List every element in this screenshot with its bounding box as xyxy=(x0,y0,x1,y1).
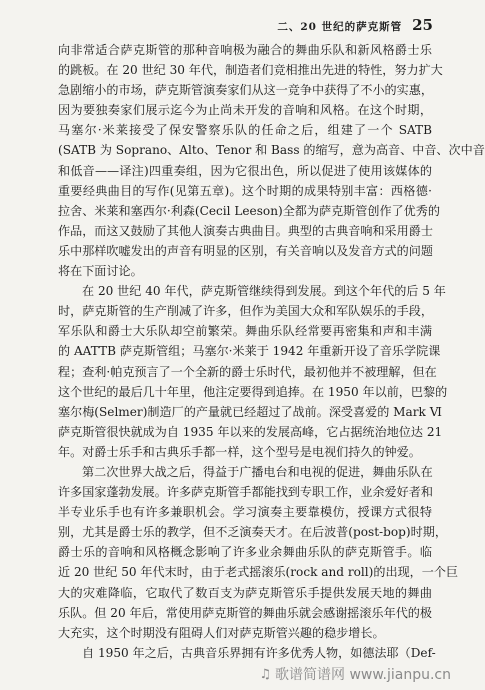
section-title: 二、20 世纪的萨克斯管 xyxy=(277,21,403,33)
text-line: 的跳板。在 20 世纪 30 年代，制造者们竞相推出先进的特性，努力扩大 xyxy=(58,63,443,78)
text-line: 别，尤其是爵士乐的教学，但不乏演奏天才。在后波普(post-bop)时期， xyxy=(58,525,447,540)
watermark-text: 歌谱简谱网 www.jianpu.cn xyxy=(275,667,451,683)
text-line: 萨克斯管很快就成为自 1935 年以来的发展高峰，它占据统治地位达 21 xyxy=(58,424,443,439)
text-line: 近 20 世纪 50 年代末时，由于老式摇滚乐(rock and roll)的出现，一个巨 xyxy=(58,565,459,580)
text-line: 年。对爵士乐手和古典乐手都一样，这个型号是电视们持久的钟爱。 xyxy=(58,444,421,459)
text-line: 向非常适合萨克斯管的那种音响极为融合的舞曲乐队和新风格爵士乐 xyxy=(58,43,432,57)
text-line: 在 20 世纪 40 年代，萨克斯管继续得到发展。到这个年代的后 5 年 xyxy=(82,284,446,299)
text-line: 爵士乐的音响和风格概念影响了许多业余舞曲乐队的萨克斯管手。临 xyxy=(58,545,432,560)
text-line: 作品，而这又鼓励了其他人演奏古典曲目。典型的古典音响和采用爵士 xyxy=(58,223,433,238)
page-number: 25 xyxy=(412,16,433,34)
text-line: 程；查利·帕克预言了一个全新的爵士乐时代，最初他并不被理解，但在 xyxy=(58,364,437,379)
text-line: 大的灾难降临，它取代了数百支为萨克斯管乐手提供发展天地的舞曲 xyxy=(58,585,432,600)
text-line: 这个世纪的最后几十年里，他注定要得到追捧。在 1950 年以前，巴黎的 xyxy=(58,384,448,399)
text-line: 乐队。但 20 年后，常使用萨克斯管的舞曲乐就会感谢摇滚乐年代的极 xyxy=(58,605,432,620)
text-line: 乐中那样吹嘘发出的声音有明显的区别，有关音响以及发音方式的问题 xyxy=(58,243,433,258)
text-line: 重要经典曲目的写作(见第五章)。这个时期的成果特别丰富：西格德· xyxy=(58,183,432,198)
text-line: 塞尔梅(Selmer)制造厂的产量就已经超过了战前。深受喜爱的 Mark Ⅵ xyxy=(58,404,442,419)
text-line: 马塞尔·米莱接受了保安警察乐队的任命之后，组建了一个 SATB xyxy=(58,123,432,138)
text-line: 军乐队和爵士大乐队却空前繁荣。舞曲乐队经常要再密集和声和丰满 xyxy=(58,324,432,339)
text-line: 许多国家蓬勃发展。许多萨克斯管手都能找到专职工作，业余爱好者和 xyxy=(58,485,433,500)
text-line: 因为要独奏家们展示迄今为止尚未开发的音响和风格。在这个时期， xyxy=(58,103,432,118)
watermark xyxy=(259,664,451,684)
text-line: 将在下面讨论。 xyxy=(58,264,143,279)
text-line: 的 AATTB 萨克斯管组；马塞尔·米莱于 1942 年重新开设了音乐学院课 xyxy=(58,344,441,359)
text-line: 自 1950 年之后，古典音乐界拥有许多优秀人物，如德法耶（Def- xyxy=(82,645,436,660)
text-line: 时，萨克斯管的生产削减了许多，但作为美国大众和军队娱乐的手段， xyxy=(58,304,433,319)
body-text xyxy=(58,40,485,663)
text-line: 急剧缩小的市场，萨克斯管演奏家们从这一竞争中获得了不小的实惠， xyxy=(58,83,433,98)
text-line: 半专业乐手也有许多兼职机会。学习演奏主要靠模仿，授课方式很特 xyxy=(58,505,432,520)
text-line: 大充实，这个时期没有阻碍人们对萨克斯管兴趣的稳步增长。 xyxy=(58,625,385,640)
text-line: 和低音——译注)四重奏组，因为它很出色，所以促进了使用该媒体的 xyxy=(58,163,432,178)
text-line: 第二次世界大战之后，得益于广播电台和电视的促进，舞曲乐队在 xyxy=(82,464,433,479)
running-header xyxy=(277,16,433,34)
text-line: (SATB 为 Soprano、Alto、Tenor 和 Bass 的缩写，意为高音、中音、次中音 xyxy=(58,143,485,158)
text-line: 拉舍、米莱和塞西尔·利森(Cecil Leeson)全都为萨克斯管创作了优秀的 xyxy=(58,203,440,218)
music-note-icon: ♫ xyxy=(259,666,272,682)
